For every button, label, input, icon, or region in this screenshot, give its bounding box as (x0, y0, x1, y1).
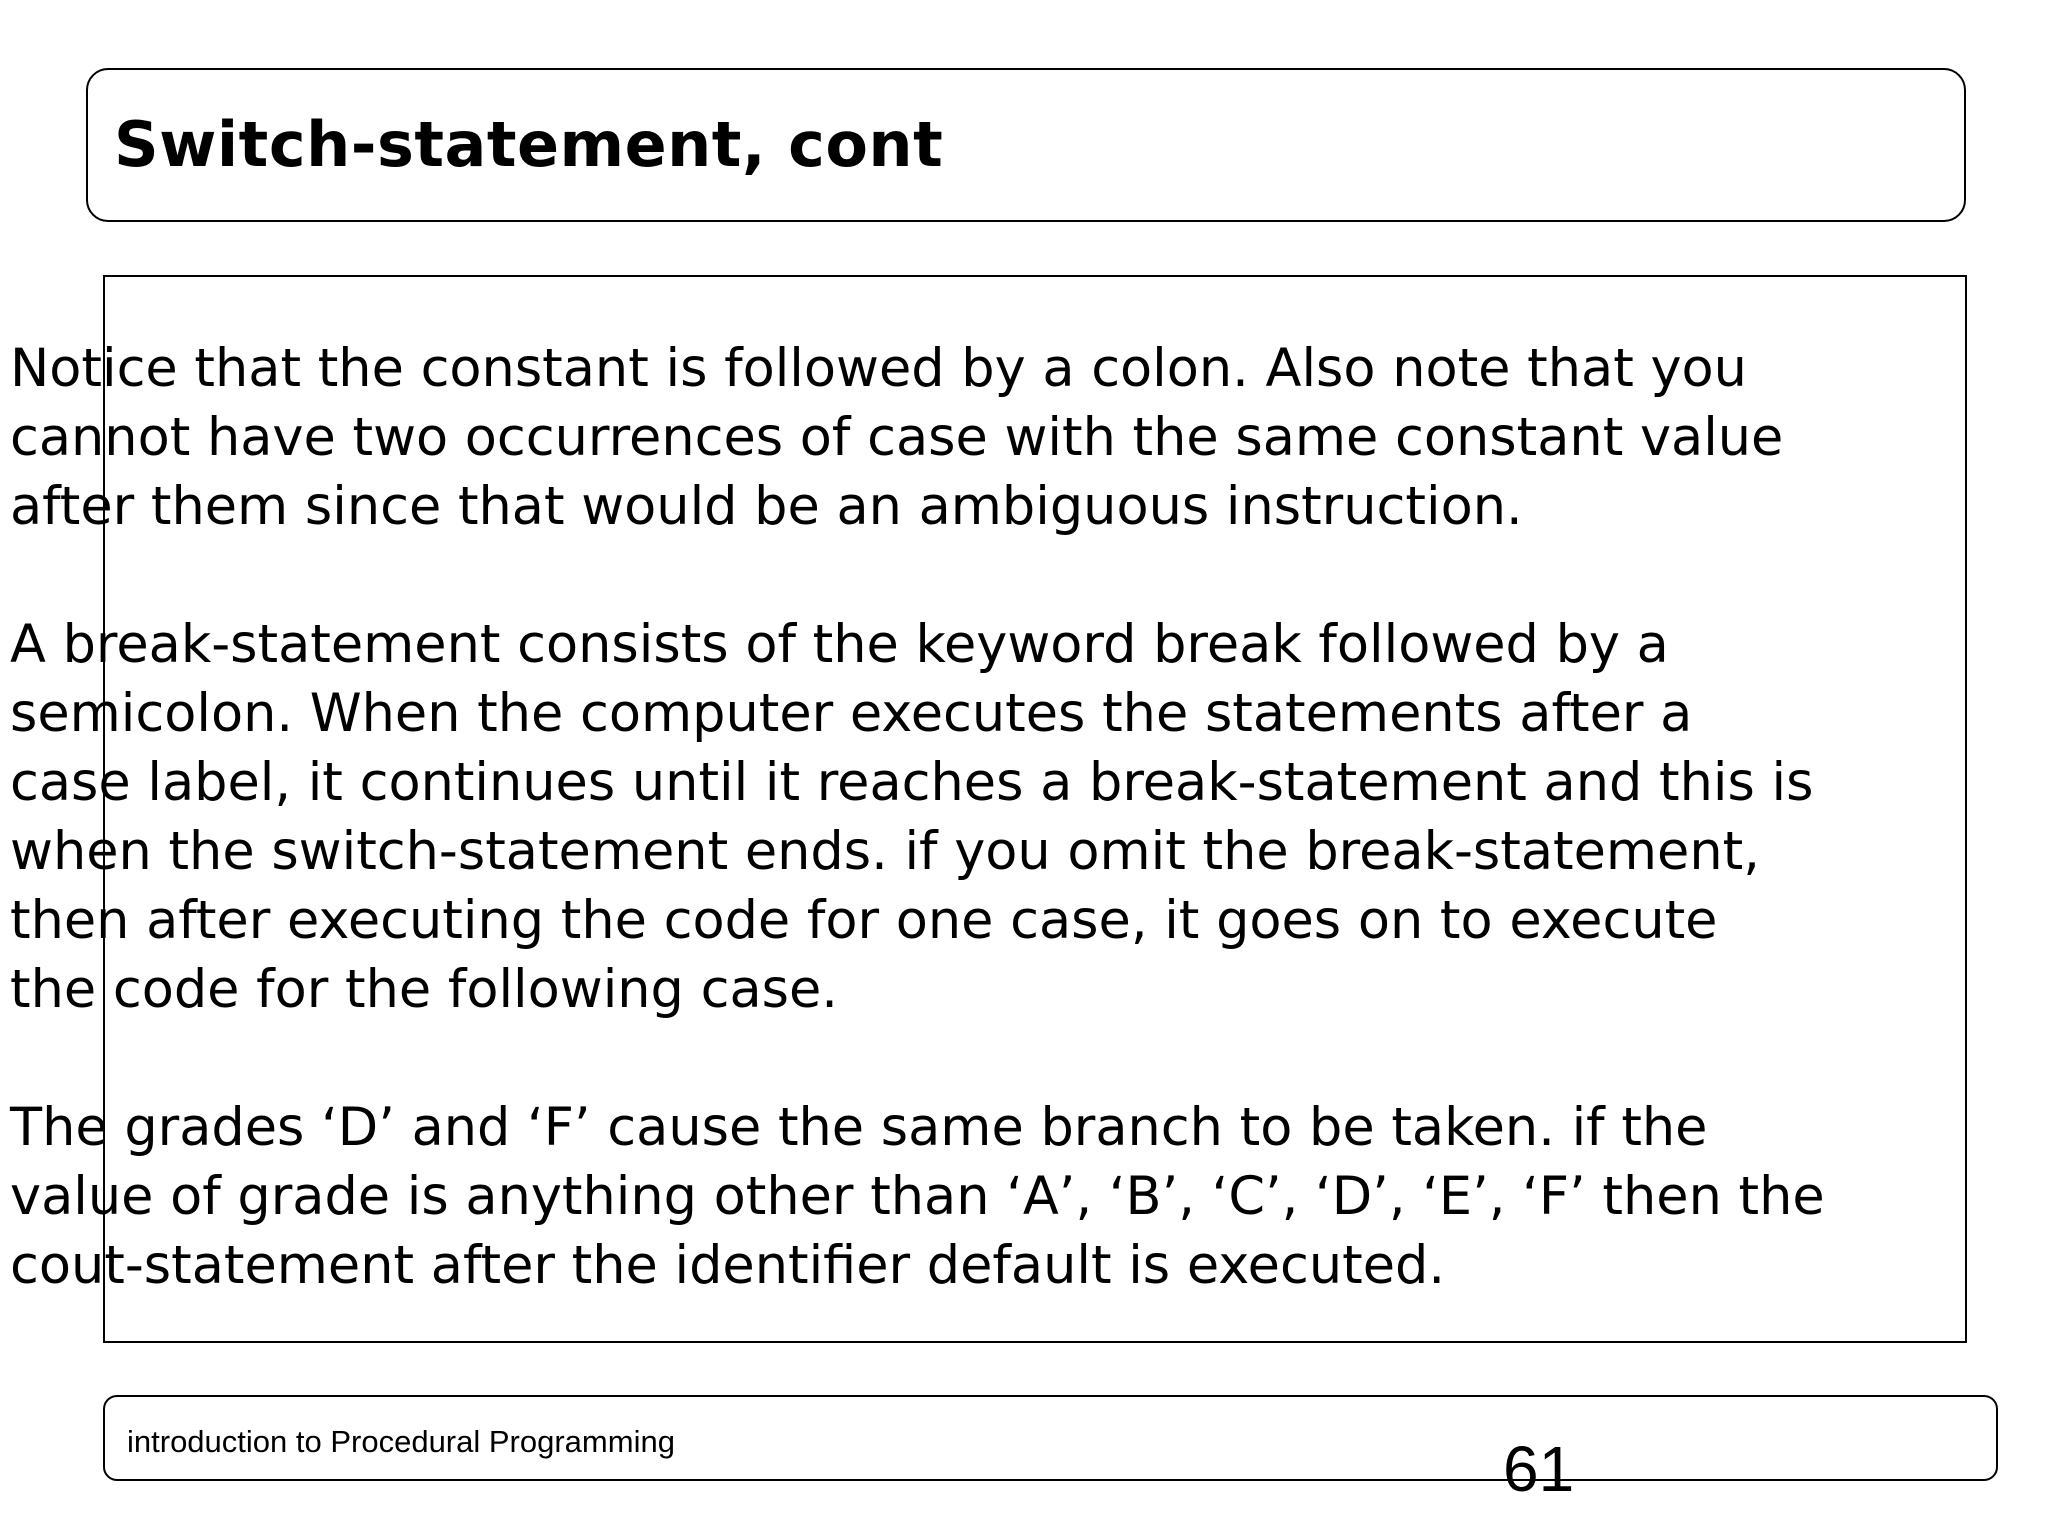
text-line: cannot have two occurrences of case with the same constant value (10, 407, 1784, 468)
slide-body (10, 334, 1910, 1300)
text-line: after them since that would be an ambiguous instruction. (10, 476, 1523, 537)
paragraph-grades (10, 1093, 1910, 1300)
text-line: A break-statement consists of the keyword break followed by a (10, 614, 1669, 675)
page-number: 61 (1503, 1433, 1575, 1505)
text-line: the code for the following case. (10, 959, 838, 1020)
text-line: cout-statement after the identifier default is executed. (10, 1235, 1446, 1296)
text-line: value of grade is anything other than ‘A’, ‘B’, ‘C’, ‘D’, ‘E’, ‘F’ then the (10, 1166, 1825, 1227)
text-line: case label, it continues until it reaches a break-statement and this is (10, 752, 1814, 813)
text-line: semicolon. When the computer executes the statements after a (10, 683, 1693, 744)
footer-course-title: introduction to Procedural Programming (127, 1424, 675, 1459)
text-line: Notice that the constant is followed by a colon. Also note that you (10, 338, 1747, 399)
paragraph-break-statement (10, 610, 1910, 1024)
paragraph-colon-note (10, 334, 1910, 541)
text-line: then after executing the code for one case, it goes on to execute (10, 890, 1718, 951)
text-line: The grades ‘D’ and ‘F’ cause the same branch to be taken. if the (10, 1097, 1708, 1158)
text-line: when the switch-statement ends. if you omit the break-statement, (10, 821, 1760, 882)
slide-title: Switch-statement, cont (114, 108, 944, 181)
